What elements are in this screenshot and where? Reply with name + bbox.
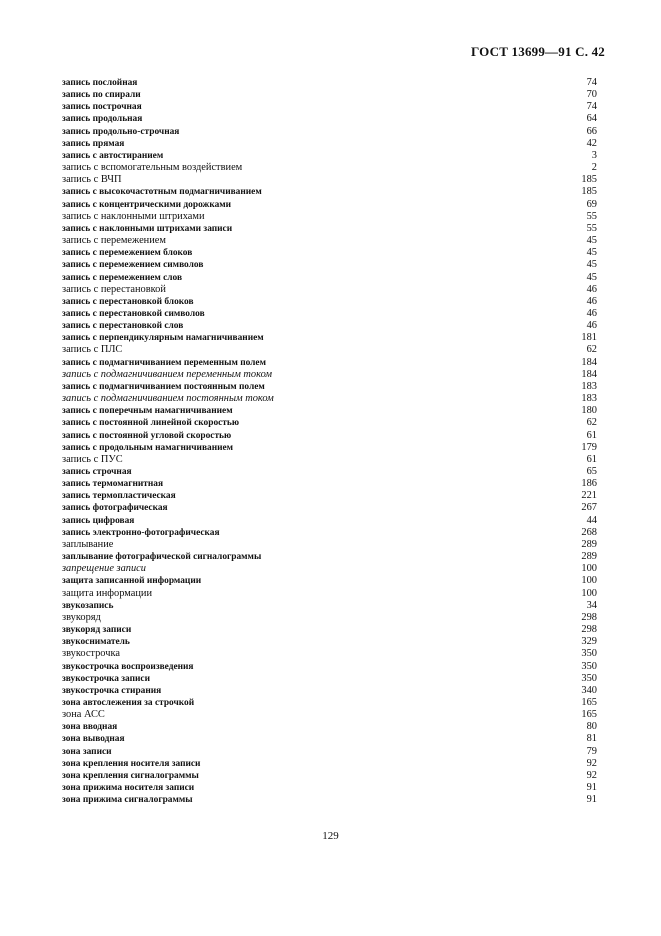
- index-term: зона выводная: [62, 734, 125, 745]
- index-term: зона крепления носителя записи: [62, 758, 201, 769]
- index-term: запись с перестановкой слов: [62, 321, 184, 332]
- index-term: запись с перестановкой блоков: [62, 296, 194, 307]
- index-entry: [62, 563, 597, 575]
- index-page-ref: 298: [581, 624, 597, 636]
- index-page-ref: 46: [586, 295, 597, 307]
- index-entry: [62, 138, 597, 150]
- index-entry: [62, 150, 597, 162]
- page-header: ГОСТ 13699—91 С. 42: [471, 44, 605, 59]
- index-page-ref: 3: [591, 149, 597, 161]
- index-term: запись продольно-строчная: [62, 126, 180, 137]
- index-page-ref: 46: [586, 320, 597, 332]
- index-term: защита записанной информации: [62, 576, 202, 587]
- index-entry: [62, 211, 597, 223]
- index-term: защита информации: [62, 587, 153, 599]
- index-entry: [62, 417, 597, 429]
- index-term: запись фотографическая: [62, 503, 168, 514]
- index-term: звукосниматель: [62, 637, 130, 648]
- index-page-ref: 184: [581, 356, 597, 368]
- index-page-ref: 65: [586, 466, 597, 477]
- index-page-ref: 91: [586, 794, 597, 806]
- index-term: запись с подмагничиванием переменным полем: [62, 357, 266, 368]
- index-term: запись с высокочастотным подмагничиванием: [62, 187, 262, 198]
- index-term: запись продольная: [62, 114, 143, 125]
- index-term: запись электронно-фотографическая: [62, 527, 220, 538]
- index-entry: [62, 746, 597, 758]
- index-entry: [62, 624, 597, 636]
- index-page-ref: 61: [586, 429, 597, 441]
- index-entry: [62, 405, 597, 417]
- index-term: запись термопластическая: [62, 491, 176, 502]
- index-term: зона крепления сигналограммы: [62, 770, 199, 781]
- index-page-ref: 70: [586, 89, 597, 101]
- index-page-ref: 80: [586, 721, 597, 733]
- index-term: зона вводная: [62, 722, 118, 733]
- index-term: запись с ВЧП: [62, 174, 122, 186]
- index-term: зона записи: [62, 746, 112, 757]
- index-page-ref: 165: [581, 696, 597, 708]
- index-page-ref: 185: [581, 186, 597, 198]
- index-term: запись с перестановкой символов: [62, 308, 205, 319]
- index-page-ref: 92: [586, 757, 597, 769]
- index-term: запись по спирали: [62, 90, 141, 101]
- index-term: запись с перемежением: [62, 235, 166, 247]
- index-term: звукострочка записи: [62, 673, 150, 684]
- index-term: звукострочка стирания: [62, 685, 162, 696]
- index-entry: [62, 575, 597, 587]
- index-term: запись с продольным намагничиванием: [62, 442, 234, 453]
- index-term: звукоряд записи: [62, 625, 132, 636]
- index-entry: [62, 344, 597, 356]
- index-page-ref: 180: [581, 405, 597, 417]
- index-page-ref: 267: [581, 502, 597, 514]
- index-entry: [62, 296, 597, 308]
- index-entry: [62, 357, 597, 369]
- index-page-ref: 183: [581, 380, 597, 392]
- index-entry: [62, 782, 597, 794]
- index-entry: [62, 673, 597, 685]
- index-entry: [62, 697, 597, 709]
- index-entry: [62, 369, 597, 381]
- index-page-ref: 46: [586, 307, 597, 319]
- index-entry: [62, 478, 597, 490]
- index-term: запись цифровая: [62, 515, 135, 526]
- index-entry: [62, 527, 597, 539]
- index-term: запись с перемежением блоков: [62, 248, 193, 259]
- index-entry: [62, 77, 597, 89]
- index-term: запись строчная: [62, 467, 132, 477]
- index-page-ref: 79: [586, 745, 597, 757]
- index-entry: [62, 272, 597, 284]
- index-entry: [62, 709, 597, 721]
- index-page-ref: 61: [586, 453, 597, 465]
- index-page-ref: 45: [586, 235, 597, 247]
- index-entry: [62, 320, 597, 332]
- index-term: запись с подмагничиванием переменным током: [62, 368, 273, 380]
- index-term: запись послойная: [62, 78, 138, 88]
- index-page-ref: 66: [586, 125, 597, 137]
- index-term: запись с подмагничиванием постоянным током: [62, 393, 274, 405]
- index-entry: [62, 186, 597, 198]
- index-page-ref: 350: [581, 660, 597, 672]
- index-entry: [62, 235, 597, 247]
- index-entry: [62, 770, 597, 782]
- index-term: запись с перемежением слов: [62, 272, 183, 283]
- index-entry: [62, 284, 597, 296]
- page-number: 129: [322, 830, 339, 842]
- index-entry: [62, 259, 597, 271]
- index-page-ref: 45: [586, 271, 597, 283]
- index-term: зона АСС: [62, 709, 105, 721]
- index-page-ref: 45: [586, 247, 597, 259]
- index-entry: [62, 466, 597, 478]
- index-page-ref: 289: [581, 538, 597, 550]
- index-entry: [62, 113, 597, 125]
- index-term: звукострочка: [62, 648, 120, 660]
- index-page-ref: 42: [586, 137, 597, 149]
- index-page-ref: 329: [581, 636, 597, 648]
- index-page-ref: 55: [586, 222, 597, 234]
- index-page-ref: 221: [581, 490, 597, 502]
- index-entry: [62, 515, 597, 527]
- index-entry: [62, 393, 597, 405]
- index-entry: [62, 612, 597, 624]
- index-entry: [62, 308, 597, 320]
- index-entry: [62, 162, 597, 174]
- index-page-ref: 45: [586, 259, 597, 271]
- index-term: запись с автостиранием: [62, 150, 164, 161]
- index-term: запись с наклонными штрихами записи: [62, 223, 233, 234]
- index-page-ref: 81: [586, 733, 597, 745]
- index-page-ref: 46: [586, 283, 597, 295]
- index-term: запрещение записи: [62, 563, 146, 575]
- index-entry: [62, 502, 597, 514]
- index-term: запись с вспомогательным воздействием: [62, 162, 243, 174]
- index-page-ref: 64: [586, 113, 597, 125]
- index-page-ref: 92: [586, 769, 597, 781]
- index-entry: [62, 539, 597, 551]
- index-page-ref: 350: [581, 648, 597, 660]
- index-term: запись с перемежением символов: [62, 260, 204, 271]
- index-entry: [62, 126, 597, 138]
- index-entry: [62, 758, 597, 770]
- index-entry: [62, 551, 597, 563]
- index-entry: [62, 661, 597, 673]
- index-entry: [62, 332, 597, 344]
- index-term: запись с перпендикулярным намагничиванием: [62, 333, 264, 344]
- index-page-ref: 69: [586, 198, 597, 210]
- index-term: запись с постоянной линейной скоростью: [62, 418, 240, 429]
- index-page-ref: 183: [581, 393, 597, 405]
- index-term: запись с концентрическими дорожками: [62, 199, 232, 210]
- index-term: запись с подмагничиванием постоянным полем: [62, 381, 265, 392]
- index-page-ref: 74: [586, 101, 597, 113]
- index-page-ref: 62: [586, 417, 597, 429]
- index-term: заплывание: [62, 538, 114, 550]
- index-page-ref: 55: [586, 210, 597, 222]
- index-page-ref: 179: [581, 441, 597, 453]
- index-page-ref: 340: [581, 684, 597, 696]
- index-entry: [62, 721, 597, 733]
- index-entry: [62, 648, 597, 660]
- index-term: запись с ПЛС: [62, 344, 123, 356]
- index-page-ref: 100: [581, 575, 597, 587]
- index-entry: [62, 223, 597, 235]
- index-entry: [62, 89, 597, 101]
- index-entry: [62, 101, 597, 113]
- index-page-ref: 100: [581, 563, 597, 575]
- index-entry: [62, 794, 597, 806]
- index-entry: [62, 733, 597, 745]
- index-entry: [62, 600, 597, 612]
- index-term: запись с постоянной угловой скоростью: [62, 430, 232, 441]
- index-page-ref: 74: [586, 77, 597, 88]
- index-term: заплывание фотографической сигналограммы: [62, 552, 262, 563]
- index-entry: [62, 685, 597, 697]
- index-entry: [62, 430, 597, 442]
- index-page-ref: 185: [581, 174, 597, 186]
- index-term: запись с перестановкой: [62, 283, 166, 295]
- index-entry: [62, 490, 597, 502]
- index-term: запись с поперечным намагничиванием: [62, 406, 233, 417]
- index-term: запись прямая: [62, 138, 125, 149]
- index-page-ref: 2: [591, 162, 597, 174]
- index-page-ref: 44: [586, 514, 597, 526]
- index-term: звукострочка воспроизведения: [62, 661, 194, 672]
- index-page-ref: 268: [581, 526, 597, 538]
- index-page-ref: 186: [581, 478, 597, 490]
- index-entry: [62, 442, 597, 454]
- index-term: запись с ПУС: [62, 453, 123, 465]
- index-entry: [62, 636, 597, 648]
- index-entry: [62, 174, 597, 186]
- index-term: запись термомагнитная: [62, 479, 164, 490]
- index-term: зона автослежения за строчкой: [62, 697, 195, 708]
- index-entry: [62, 381, 597, 393]
- index-entry: [62, 454, 597, 466]
- index-entry: [62, 199, 597, 211]
- index-page-ref: 100: [581, 587, 597, 599]
- index-page-ref: 91: [586, 782, 597, 794]
- index-page-ref: 184: [581, 368, 597, 380]
- index-term: звукозапись: [62, 600, 114, 611]
- index-entry: [62, 247, 597, 259]
- index-list: [62, 77, 597, 806]
- index-term: зона прижима носителя записи: [62, 783, 195, 794]
- index-term: запись построчная: [62, 102, 142, 113]
- index-entry: [62, 588, 597, 600]
- index-page-ref: 62: [586, 344, 597, 356]
- index-term: запись с наклонными штрихами: [62, 210, 205, 222]
- index-page-ref: 298: [581, 611, 597, 623]
- index-term: зона прижима сигналограммы: [62, 795, 193, 806]
- index-term: звукоряд: [62, 611, 101, 623]
- index-page-ref: 289: [581, 551, 597, 563]
- index-page-ref: 165: [581, 709, 597, 721]
- index-page-ref: 181: [581, 332, 597, 344]
- index-page-ref: 34: [586, 599, 597, 611]
- index-page-ref: 350: [581, 672, 597, 684]
